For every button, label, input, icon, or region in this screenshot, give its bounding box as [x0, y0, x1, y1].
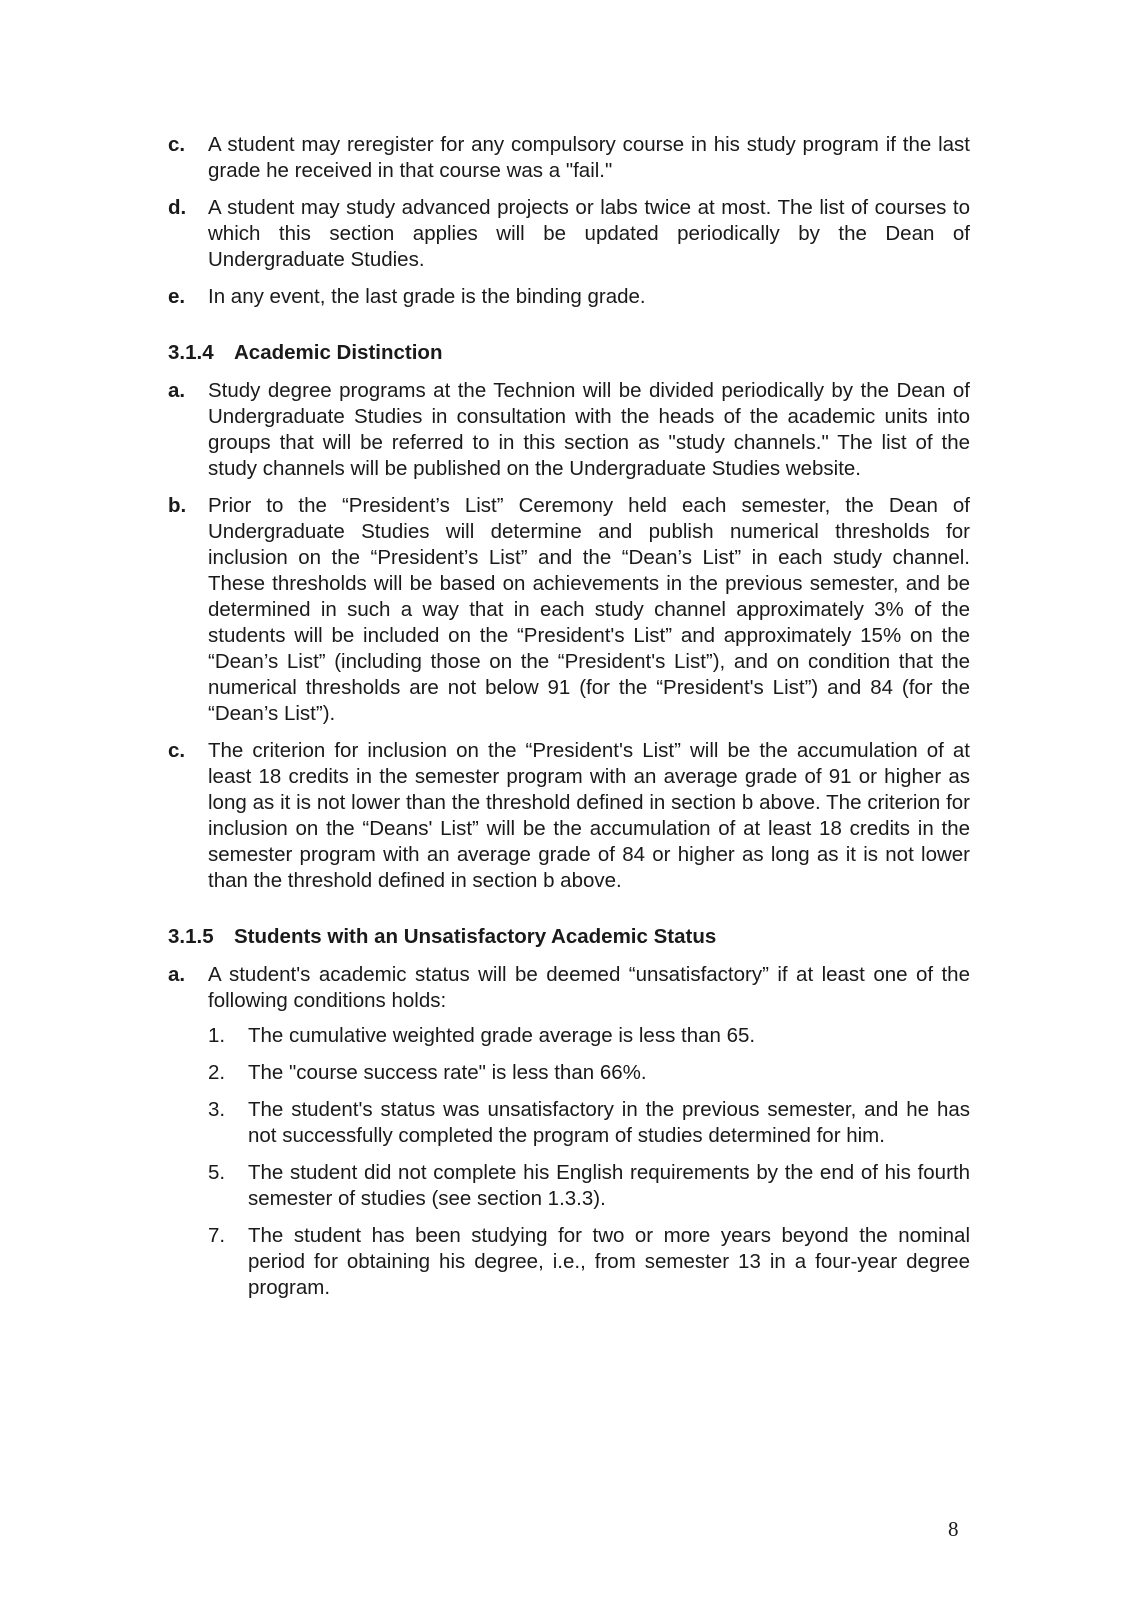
list-item-a — [168, 962, 970, 1014]
list-item-c — [168, 132, 970, 184]
condition-text: The student's status was unsatisfactory in the previous semester, and he has not successfully completed the program of studies determined for him. — [248, 1098, 970, 1147]
list-marker: a. — [168, 379, 186, 402]
list-item-e — [168, 284, 970, 310]
list-item-b — [168, 493, 970, 727]
section-heading-3-1-5 — [168, 924, 970, 950]
condition-text: The "course success rate" is less than 66%. — [248, 1061, 647, 1084]
condition-text: The student has been studying for two or more years beyond the nominal period for obtaining his degree, i.e., from semester 13 in a four-year degree program. — [248, 1224, 970, 1299]
condition-item — [208, 1023, 970, 1049]
list-item-text: In any event, the last grade is the binding grade. — [208, 285, 646, 308]
condition-number: 5. — [208, 1161, 226, 1184]
conditions-list — [208, 1023, 970, 1301]
list-item-text: Prior to the “President’s List” Ceremony held each semester, the Dean of Undergraduate Studies will determine and publish numerical thresholds for inclusion on the “President’s List” and the “Dean’s List” in each study channel. These thresholds will be based on achievements in the previous semester, and be determined in such a way that in each study channel approximately 3% of the students will be included on the “President's List” and approximately 15% on the “Dean’s List” (including those on the “President's List”), and on condition that the numerical thresholds are not below 91 (for the “President's List”) and 84 (for the “Dean’s List”). — [208, 494, 970, 725]
list-marker: b. — [168, 494, 187, 517]
condition-number: 7. — [208, 1224, 226, 1247]
list-marker: d. — [168, 196, 187, 219]
section-heading-3-1-4 — [168, 340, 970, 366]
list-marker: c. — [168, 133, 186, 156]
list-item-text: A student's academic status will be deemed “unsatisfactory” if at least one of the following conditions holds: — [208, 963, 970, 1012]
list-marker: c. — [168, 739, 186, 762]
list-item-a — [168, 378, 970, 482]
section-number: 3.1.5 — [168, 925, 214, 948]
list-item-text: Study degree programs at the Technion will be divided periodically by the Dean of Undergraduate Studies in consultation with the heads of the academic units into groups that will be referred to in this section as "study channels." The list of the study channels will be published on the Undergraduate Studies website. — [208, 379, 970, 480]
section-title: Academic Distinction — [234, 341, 443, 364]
list-item-d — [168, 195, 970, 273]
condition-text: The cumulative weighted grade average is less than 65. — [248, 1024, 756, 1047]
list-item-text: The criterion for inclusion on the “President's List” will be the accumulation of at least 18 credits in the semester program with an average grade of 91 or higher as long as it is not lower than the threshold defined in section b above. The criterion for inclusion on the “Deans' List” will be the accumulation of at least 18 credits in the semester program with an average grade of 84 or higher as long as it is not lower than the threshold defined in section b above. — [208, 739, 970, 892]
condition-text: The student did not complete his English requirements by the end of his fourth semester of studies (see section 1.3.3). — [248, 1161, 970, 1210]
document-page — [168, 132, 970, 1312]
condition-item — [208, 1160, 970, 1212]
list-marker: e. — [168, 285, 186, 308]
list-marker: a. — [168, 963, 186, 986]
list-item-text: A student may reregister for any compulsory course in his study program if the last grade he received in that course was a "fail." — [208, 133, 970, 182]
condition-item — [208, 1097, 970, 1149]
list-item-c — [168, 738, 970, 894]
condition-number: 1. — [208, 1024, 226, 1047]
condition-item — [208, 1223, 970, 1301]
page-number: 8 — [948, 1517, 959, 1541]
section-number: 3.1.4 — [168, 341, 214, 364]
condition-number: 2. — [208, 1061, 226, 1084]
condition-item — [208, 1060, 970, 1086]
condition-number: 3. — [208, 1098, 226, 1121]
list-item-text: A student may study advanced projects or labs twice at most. The list of courses to which this section applies will be updated periodically by the Dean of Undergraduate Studies. — [208, 196, 970, 271]
section-title: Students with an Unsatisfactory Academic Status — [234, 925, 717, 948]
